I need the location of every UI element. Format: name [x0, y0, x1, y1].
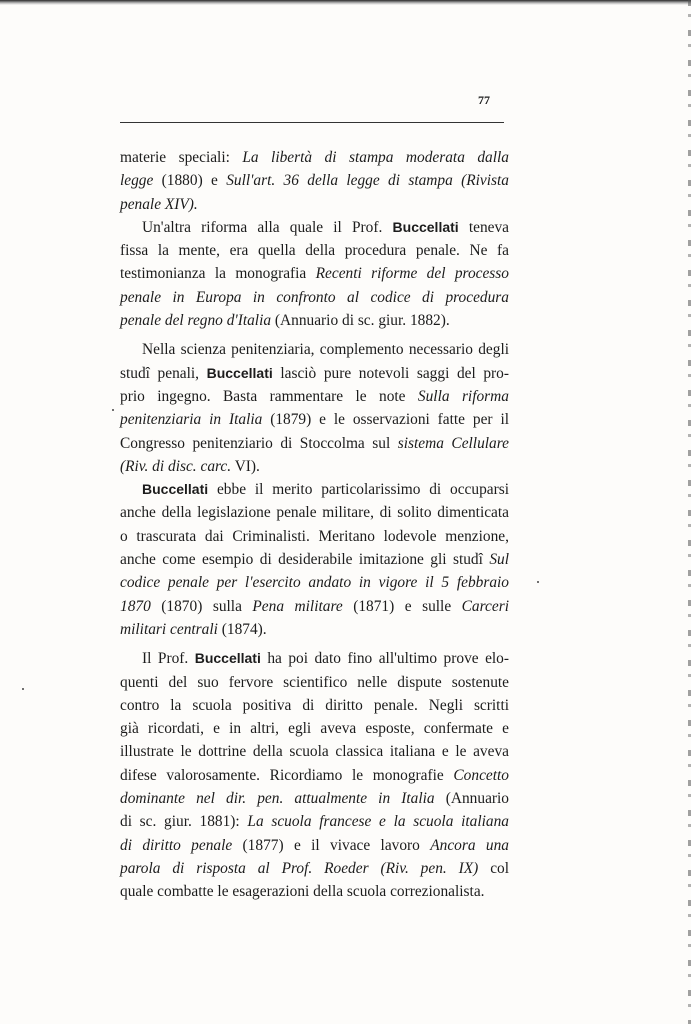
text-run: (1880) e	[153, 172, 227, 190]
text-run: col	[478, 859, 509, 877]
scan-speck	[537, 581, 539, 583]
text-line	[120, 501, 509, 524]
body-text	[120, 146, 509, 904]
text-line	[120, 740, 509, 763]
text-line	[120, 834, 509, 857]
italic-title: La scuola francese e la scuola italiana	[247, 813, 509, 831]
text-run: Il Prof.	[142, 650, 195, 668]
text-line	[120, 146, 509, 169]
text-line	[120, 618, 509, 641]
italic-title: sistema Cellulare	[397, 434, 509, 452]
text-run: testimonianza la monografia	[120, 265, 316, 283]
text-line	[120, 239, 509, 262]
header-rule	[120, 122, 504, 123]
author-name: Buccellati	[194, 650, 261, 667]
text-line	[120, 671, 509, 694]
italic-title: penale del regno d'Italia	[120, 312, 272, 330]
italic-title: codice penale per l'esercito andato in vigore il 5 febbraio	[120, 574, 509, 592]
text-line	[120, 169, 509, 192]
text-line	[120, 362, 509, 385]
text-line	[120, 764, 509, 787]
italic-title: La libertà di stampa moderata dalla	[242, 149, 509, 166]
text-line	[120, 385, 509, 408]
author-name: Buccellati	[206, 364, 273, 381]
text-line	[120, 216, 509, 239]
text-line	[120, 408, 509, 431]
text-line	[120, 595, 509, 618]
text-run: teneva	[458, 218, 509, 236]
text-run: (Annuario	[434, 790, 509, 808]
text-run: (Annuario di sc. giur. 1882).	[271, 312, 450, 330]
text-run: contro la scuola positiva di diritto penale. Negli scritti	[120, 696, 509, 714]
italic-title: Concetto	[453, 766, 509, 784]
text-run: VI).	[231, 457, 260, 475]
text-run: quenti del suo fervore scientifico nelle dispute sostenute	[120, 673, 509, 691]
text-run: studî penali,	[120, 364, 207, 382]
text-run: illustrate le dottrine della scuola classica italiana e le aveva	[120, 743, 509, 761]
italic-title: parola di risposta al Prof. Roeder (Riv. pen. IX)	[120, 859, 479, 877]
text-run: Un'altra riforma alla quale il Prof.	[142, 218, 393, 236]
text-line	[120, 717, 509, 740]
italic-title: dominante nel dir. pen. attualmente in Italia	[120, 790, 435, 808]
text-line	[120, 193, 509, 216]
italic-title: penale in Europa in confronto al codice di procedura	[120, 288, 509, 306]
text-line	[120, 647, 509, 670]
italic-title: legge	[120, 172, 154, 190]
text-line	[120, 309, 509, 332]
italic-title: Sull'art. 36 della legge di stampa (Rivista	[226, 172, 509, 190]
text-run: o trascurata dai Criminalisti. Meritano lodevole menzione,	[120, 527, 509, 545]
text-line	[120, 880, 509, 903]
page-number: 77	[478, 93, 490, 107]
text-run: anche come esempio di desiderabile imitazione gli studî	[120, 551, 490, 569]
italic-title: Sul	[489, 551, 509, 569]
text-line	[120, 478, 509, 501]
text-run: Nella scienza penitenziaria, complemento necessario degli	[142, 341, 509, 359]
italic-title: militari centrali	[120, 620, 218, 638]
text-line	[120, 338, 509, 361]
text-run: di sc. giur. 1881):	[120, 813, 248, 831]
text-line	[120, 548, 509, 571]
text-run: quale combatte le esagerazioni della scuola correzionalista.	[120, 883, 485, 901]
italic-title: Ancora una	[430, 836, 509, 854]
text-line	[120, 525, 509, 548]
italic-title: Sulla riforma	[417, 387, 509, 405]
text-run: (1871) e sulle	[342, 597, 462, 615]
italic-title: penitenziaria in Italia	[120, 411, 263, 429]
text-line	[120, 455, 509, 478]
text-run: ebbe il merito particolarissimo di occuparsi	[208, 481, 509, 499]
text-run: Congresso penitenziario di Stoccolma sul	[120, 434, 398, 452]
text-run: anche della legislazione penale militare, di solito dimenticata	[120, 504, 509, 522]
author-name: Buccellati	[392, 218, 459, 235]
text-line	[120, 262, 509, 285]
text-run: (1870) sulla	[150, 597, 253, 615]
text-run: lasciò pure notevoli saggi del pro-	[272, 364, 509, 382]
scan-speck	[112, 409, 114, 411]
text-run: già ricordati, e in altri, egli aveva esposte, confermate e	[120, 720, 509, 738]
italic-title: Carceri	[461, 597, 509, 615]
text-run: ha poi dato fino all'ultimo prove elo-	[260, 650, 510, 668]
text-run: (1879) e le osservazioni fatte per il	[262, 411, 509, 429]
text-line	[120, 810, 509, 833]
italic-title: penale XIV).	[120, 195, 198, 213]
text-run: fissa la mente, era quella della procedura penale. Ne fa	[120, 242, 509, 260]
text-run: materie speciali:	[120, 149, 243, 166]
italic-title: di diritto penale	[120, 836, 233, 854]
text-run: difese valorosamente. Ricordiamo le monografie	[120, 766, 454, 784]
scan-speck	[22, 688, 24, 690]
italic-title: Pena militare	[252, 597, 343, 615]
italic-title: (Riv. di disc. carc.	[120, 457, 232, 475]
text-line	[120, 432, 509, 455]
scan-top-edge	[0, 0, 691, 5]
text-line	[120, 787, 509, 810]
text-run: (1874).	[217, 620, 267, 638]
text-line	[120, 857, 509, 880]
italic-title: Recenti riforme del processo	[315, 265, 509, 283]
text-line	[120, 286, 509, 309]
text-run: (1877) e il vivace lavoro	[232, 836, 431, 854]
text-line	[120, 694, 509, 717]
italic-title: 1870	[120, 597, 151, 615]
text-run: prio ingegno. Basta rammentare le note	[120, 387, 418, 405]
text-line	[120, 571, 509, 594]
author-name: Buccellati	[142, 481, 209, 498]
